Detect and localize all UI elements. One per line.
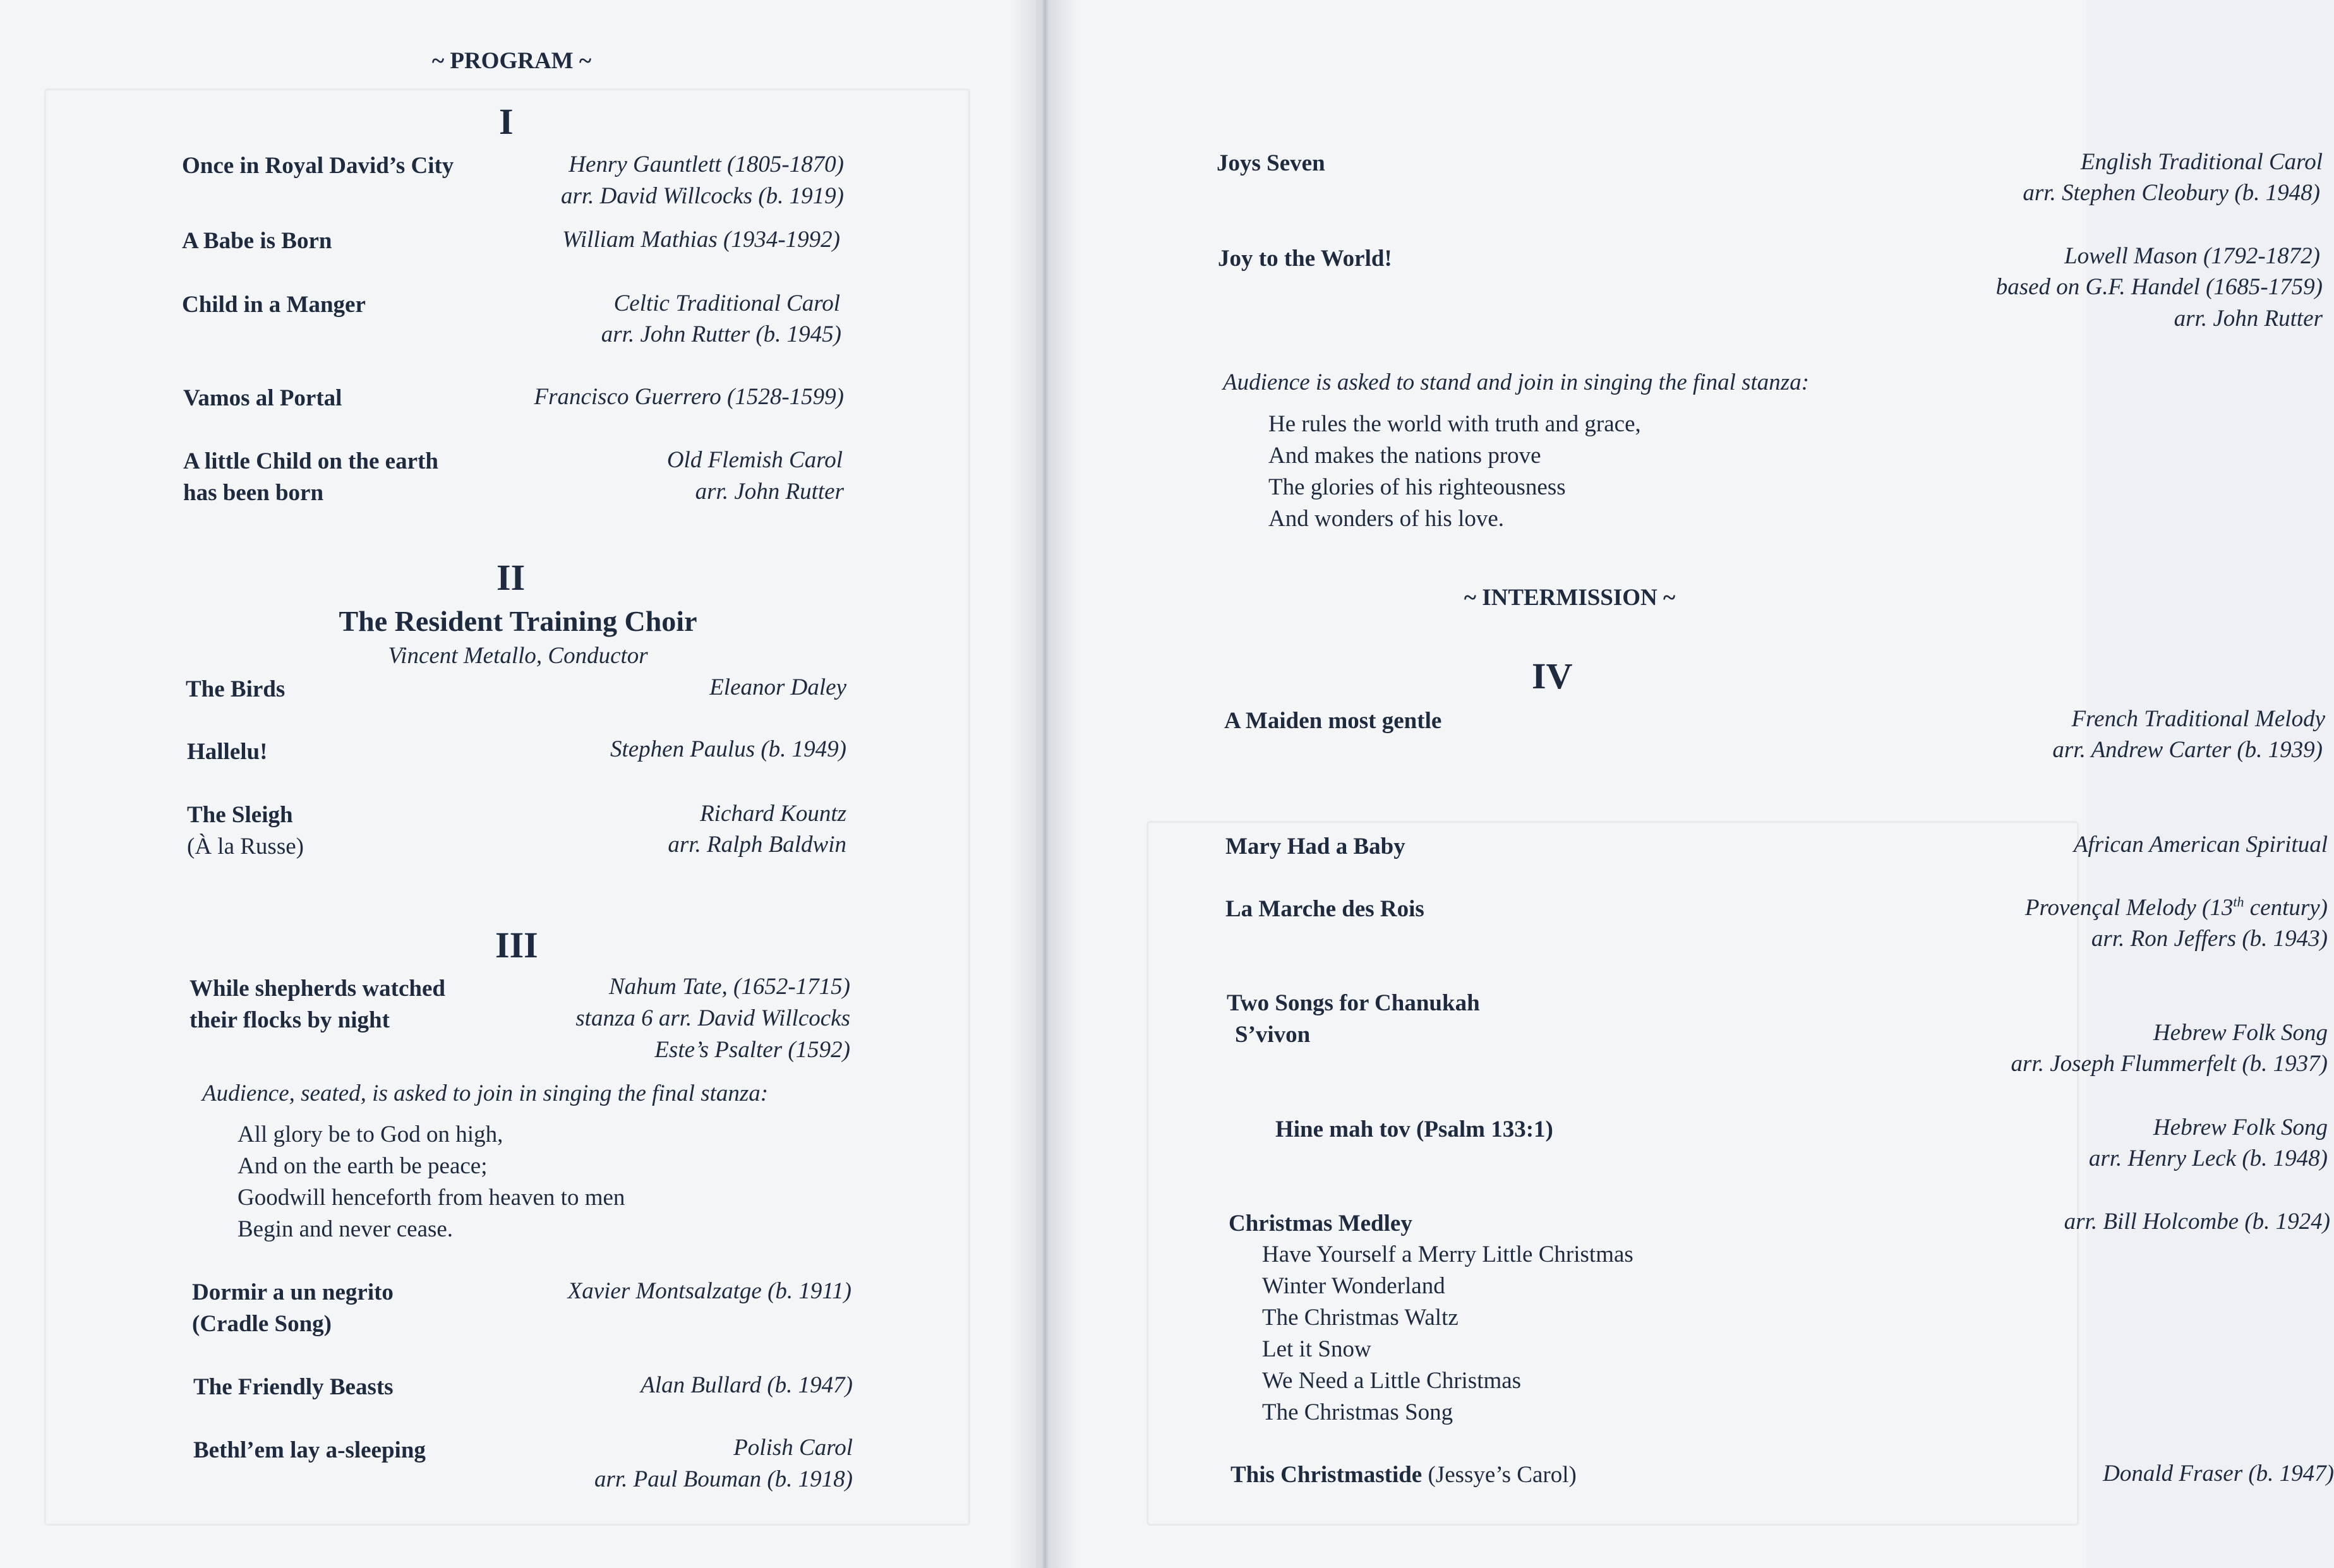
piece-composer: Xavier Montsalzatge (b. 1911): [567, 1278, 851, 1304]
stanza-line: The glories of his righteousness: [1268, 474, 1566, 500]
piece-arranger: arr. John Rutter: [695, 479, 844, 505]
piece-title: Vamos al Portal: [183, 385, 342, 411]
piece-composer: Donald Fraser (b. 1947): [2103, 1461, 2334, 1487]
piece-title: Dormir a un negrito: [192, 1279, 394, 1305]
left-page: [0, 0, 1036, 1568]
piece-composer: Stephen Paulus (b. 1949): [610, 736, 846, 762]
medley-song: Winter Wonderland: [1262, 1273, 1445, 1299]
piece-composer: Alan Bullard (b. 1947): [641, 1372, 853, 1398]
piece-arranger: arr. David Willcocks (b. 1919): [560, 183, 844, 209]
piece-arranger: based on G.F. Handel (1685-1759): [1995, 274, 2323, 300]
piece-title-text: This Christmastide: [1230, 1462, 1423, 1488]
stanza-line: And makes the nations prove: [1268, 443, 1541, 469]
piece-title-line2: (Cradle Song): [192, 1311, 332, 1337]
piece-arranger: arr. Andrew Carter (b. 1939): [2052, 737, 2323, 763]
right-page: [1045, 0, 2334, 1568]
section-numeral-2: II: [496, 557, 526, 598]
piece-composer: Richard Kountz: [700, 801, 846, 827]
piece-arranger: arr. John Rutter: [2174, 306, 2323, 332]
piece-arranger: arr. Henry Leck (b. 1948): [2088, 1146, 2328, 1171]
piece-title-suffix: (Jessye’s Carol): [1422, 1462, 1577, 1488]
piece-title: While shepherds watched: [189, 976, 445, 1002]
piece-title: Two Songs for Chanukah: [1227, 990, 1480, 1016]
piece-title: [1230, 1459, 1577, 1491]
piece-title: Joys Seven: [1217, 150, 1325, 176]
audience-note: Audience, seated, is asked to join in singing the final stanza:: [202, 1080, 769, 1106]
piece-composer-text: Provençal Melody (13: [2024, 895, 2234, 921]
piece-composer-text: century): [2244, 895, 2328, 921]
medley-song: The Christmas Waltz: [1262, 1305, 1459, 1331]
piece-title: Mary Had a Baby: [1225, 834, 1405, 859]
stanza-line: He rules the world with truth and grace,: [1268, 411, 1641, 437]
piece-title-line2: has been born: [183, 480, 324, 506]
piece-composer: Eleanor Daley: [709, 674, 846, 700]
piece-composer: Polish Carol: [733, 1435, 853, 1461]
section-numeral-3: III: [495, 925, 538, 966]
piece-title: Christmas Medley: [1229, 1211, 1412, 1236]
piece-composer: Hebrew Folk Song: [2153, 1020, 2328, 1046]
piece-title-line2: S’vivon: [1235, 1022, 1311, 1048]
choir-name: The Resident Training Choir: [339, 605, 697, 637]
piece-arranger: arr. Ralph Baldwin: [668, 832, 846, 858]
stanza-line: And on the earth be peace;: [238, 1153, 488, 1179]
piece-arranger: arr. Stephen Cleobury (b. 1948): [2023, 180, 2320, 206]
piece-composer: African American Spiritual: [2073, 832, 2328, 858]
piece-subtitle: (À la Russe): [187, 834, 304, 859]
piece-arranger: arr. Ron Jeffers (b. 1943): [2091, 926, 2328, 952]
piece-title: Once in Royal David’s City: [182, 153, 454, 179]
superscript: th: [2233, 894, 2244, 910]
booklet-fold: [1011, 0, 1080, 1568]
medley-song: Let it Snow: [1262, 1336, 1371, 1362]
piece-title: A Maiden most gentle: [1224, 708, 1442, 734]
piece-composer: Francisco Guerrero (1528-1599): [534, 384, 844, 410]
section-numeral-4: IV: [1532, 655, 1573, 697]
conductor: Vincent Metallo, Conductor: [388, 643, 648, 669]
intermission-heading: ~ INTERMISSION ~: [1464, 585, 1676, 611]
piece-composer: Old Flemish Carol: [666, 447, 843, 473]
piece-title-line2: their flocks by night: [189, 1007, 390, 1033]
piece-title: The Friendly Beasts: [193, 1374, 394, 1400]
piece-title: La Marche des Rois: [1225, 896, 1424, 922]
piece-arranger: arr. Bill Holcombe (b. 1924): [2064, 1209, 2330, 1235]
audience-note: Audience is asked to stand and join in singing the final stanza:: [1223, 369, 1810, 395]
medley-song: Have Yourself a Merry Little Christmas: [1262, 1242, 1633, 1267]
piece-title: Joy to the World!: [1218, 246, 1392, 272]
program-heading: ~ PROGRAM ~: [431, 48, 592, 74]
piece-title: A little Child on the earth: [183, 448, 438, 474]
piece-composer: Henry Gauntlett (1805-1870): [568, 152, 844, 177]
stanza-line: All glory be to God on high,: [238, 1122, 503, 1147]
piece-composer: Celtic Traditional Carol: [613, 290, 840, 316]
piece-composer: English Traditional Carol: [2080, 149, 2323, 175]
piece-composer: Lowell Mason (1792-1872): [2064, 243, 2320, 269]
piece-source: Este’s Psalter (1592): [654, 1037, 850, 1063]
piece-arranger: arr. Paul Bouman (b. 1918): [594, 1466, 853, 1492]
stanza-line: Begin and never cease.: [238, 1216, 454, 1242]
piece-arranger: stanza 6 arr. David Willcocks: [575, 1005, 850, 1031]
piece-composer: Hebrew Folk Song: [2153, 1115, 2328, 1140]
piece-title: The Birds: [186, 676, 286, 702]
piece-title: Bethl’em lay a-sleeping: [193, 1437, 426, 1463]
stanza-line: Goodwill henceforth from heaven to men: [238, 1185, 625, 1211]
piece-composer: William Mathias (1934-1992): [562, 227, 840, 253]
piece-title: Hine mah tov (Psalm 133:1): [1275, 1116, 1553, 1142]
piece-arranger: arr. John Rutter (b. 1945): [601, 321, 841, 347]
piece-arranger: arr. Joseph Flummerfelt (b. 1937): [2011, 1051, 2328, 1077]
piece-composer: [1488, 892, 2328, 924]
piece-title: The Sleigh: [187, 802, 293, 828]
piece-title: Child in a Manger: [182, 292, 366, 318]
piece-composer: French Traditional Melody: [2071, 706, 2325, 732]
medley-song: We Need a Little Christmas: [1262, 1368, 1522, 1394]
medley-song: The Christmas Song: [1262, 1399, 1453, 1425]
piece-title: Hallelu!: [187, 739, 268, 765]
stanza-line: And wonders of his love.: [1268, 506, 1505, 532]
section-numeral-1: I: [499, 101, 514, 142]
piece-title: A Babe is Born: [182, 228, 332, 254]
piece-composer: Nahum Tate, (1652-1715): [609, 974, 850, 1000]
